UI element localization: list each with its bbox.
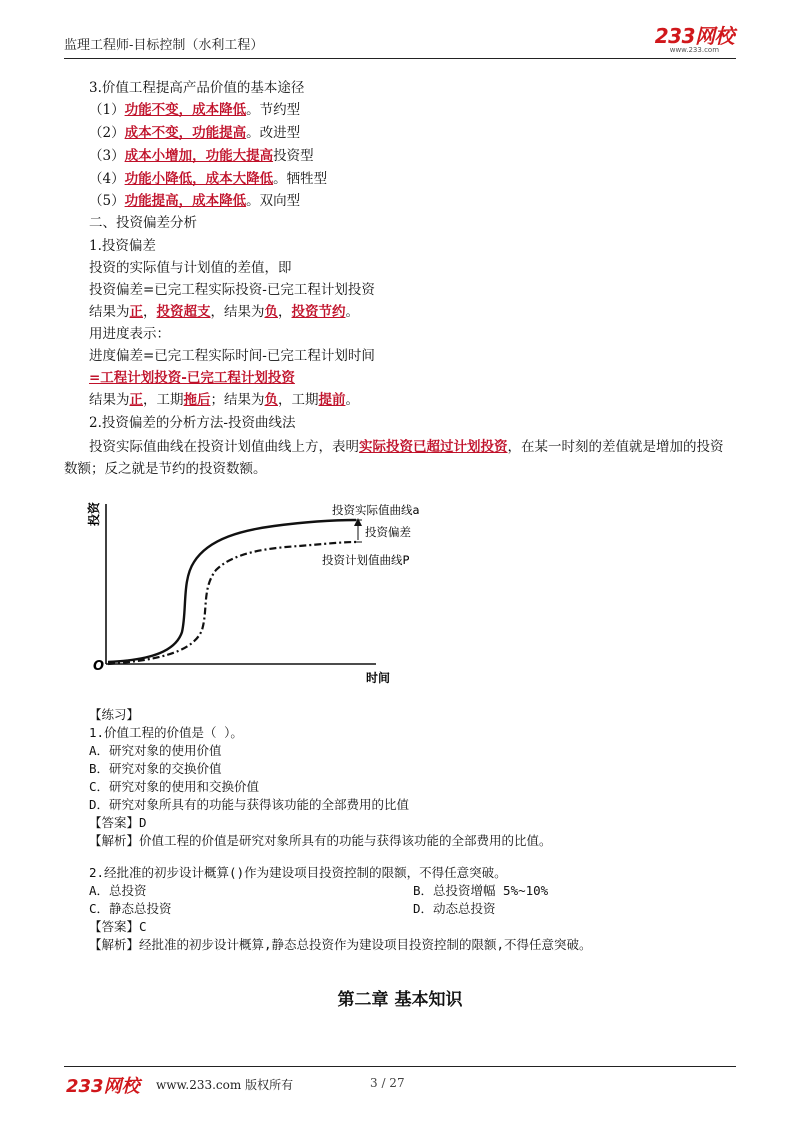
footer-divider	[64, 1066, 736, 1067]
subheading-curve-method: 2.投资偏差的分析方法-投资曲线法	[89, 415, 296, 431]
page-number: 3 / 27	[370, 1076, 405, 1090]
progress-label: 用进度表示：	[89, 326, 170, 342]
y-axis-label: 投资	[87, 501, 101, 526]
result-line: 结果为正，投资超支，结果为负，投资节约。	[89, 304, 359, 320]
actual-curve	[108, 520, 356, 662]
curve-explanation: 投资实际值曲线在投资计划值曲线上方，表明实际投资已超过计划投资，在某一时刻的差值就是增加的投资数额；反之就是节约的投资数额。	[64, 439, 724, 477]
header-title: 监理工程师-目标控制（水利工程）	[64, 38, 264, 53]
chapter-heading: 第二章 基本知识	[337, 990, 463, 1010]
definition-text: 投资的实际值与计划值的差值，即	[89, 260, 292, 276]
question-2: 2.经批准的初步设计概算()作为建设项目投资控制的限额，不得任意突破。	[89, 865, 507, 880]
planned-curve	[108, 542, 356, 664]
list-item: （1）功能不变，成本降低。节约型	[89, 102, 301, 118]
q1-option-a: A．研究对象的使用价值	[89, 743, 222, 758]
investment-curve-chart	[84, 492, 424, 692]
q2-option-d: D．动态总投资	[413, 901, 496, 916]
q2-option-c: C．静态总投资	[89, 901, 172, 916]
section2-heading: 二、投资偏差分析	[89, 215, 197, 231]
deviation-label: 投资偏差	[365, 525, 411, 539]
origin-label: O	[93, 659, 105, 674]
q2-analysis: 【解析】经批准的初步设计概算,静态总投资作为建设项目投资控制的限额,不得任意突破。	[89, 937, 592, 952]
subheading-investment-deviation: 1.投资偏差	[89, 238, 156, 254]
section1-heading: 3.价值工程提高产品价值的基本途径	[89, 80, 305, 96]
formula-schedule: 进度偏差=已完工程实际时间-已完工程计划时间	[89, 348, 375, 364]
actual-curve-label: 投资实际值曲线a	[332, 503, 420, 517]
planned-curve-label: 投资计划值曲线P	[322, 553, 410, 567]
schedule-result-line: 结果为正，工期拖后；结果为负，工期提前。	[89, 392, 359, 408]
formula-investment: 投资偏差=已完工程实际投资-已完工程计划投资	[89, 282, 375, 298]
q1-option-d: D．研究对象所具有的功能与获得该功能的全部费用的比值	[89, 797, 410, 812]
q2-option-b: B．总投资增幅 5%~10%	[413, 883, 549, 898]
footer-logo: 233网校	[66, 1076, 140, 1097]
header-divider	[64, 58, 736, 59]
formula-schedule-alt: =工程计划投资-已完工程计划投资	[89, 370, 295, 386]
footer-site: www.233.com 版权所有	[156, 1078, 294, 1092]
list-item: （4）功能小降低，成本大降低。牺牲型	[89, 171, 328, 187]
q2-answer: 【答案】C	[89, 919, 147, 934]
x-axis-label: 时间	[366, 671, 391, 685]
q1-option-b: B．研究对象的交换价值	[89, 761, 222, 776]
list-item: （5）功能提高，成本降低。双向型	[89, 193, 301, 209]
brand-logo	[655, 26, 734, 54]
q1-option-c: C．研究对象的使用和交换价值	[89, 779, 260, 794]
list-item: （2）成本不变，功能提高。改进型	[89, 125, 301, 141]
q1-analysis: 【解析】价值工程的价值是研究对象所具有的功能与获得该功能的全部费用的比值。	[89, 833, 552, 848]
practice-tag: 【练习】	[89, 707, 140, 722]
logo-url: www.233.com	[669, 46, 720, 54]
page-header	[64, 24, 736, 58]
question-1: 1.价值工程的价值是（ ）。	[89, 725, 243, 740]
list-item: （3）成本小增加，功能大提高投资型	[89, 148, 314, 164]
q1-answer: 【答案】D	[89, 815, 147, 830]
logo-text: 233网校	[654, 24, 734, 48]
q2-option-a: A．总投资	[89, 883, 147, 898]
